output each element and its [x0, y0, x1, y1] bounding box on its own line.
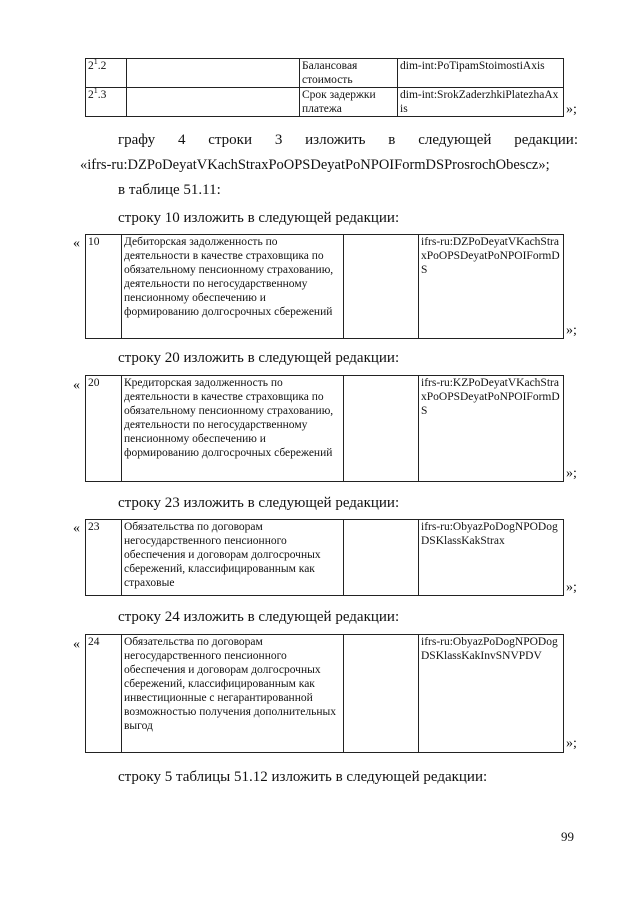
row-table	[85, 519, 564, 596]
row-code: ifrs-ru:ObyazPoDogNPODogDSKlassKakInvSNVPDV	[419, 635, 564, 753]
row-number: 23	[86, 520, 122, 596]
paragraph-grafu	[118, 131, 578, 149]
table-row	[86, 376, 564, 482]
empty-cell	[344, 235, 419, 339]
row-table	[85, 375, 564, 482]
row-code: ifrs-ru:DZPoDeyatVKachStraxPoOPSDeyatPoNPOIFormDS	[419, 235, 564, 339]
row-name: Балансовая стоимость	[300, 59, 398, 88]
section-heading: строку 23 изложить в следующей редакции:	[118, 495, 400, 511]
row-number: 20	[86, 376, 122, 482]
section-heading: строку 20 изложить в следующей редакции:	[118, 350, 400, 366]
row-number: $2^1.2$	[86, 59, 127, 88]
table-row	[86, 88, 564, 117]
row-name: Срок задержки платежа	[300, 88, 398, 117]
empty-cell	[127, 88, 300, 117]
table-row	[86, 235, 564, 339]
row-code: ifrs-ru:KZPoDeyatVKachStraxPoOPSDeyatPoNPOIFormDS	[419, 376, 564, 482]
open-quote: «	[73, 378, 80, 393]
row-code: ifrs-ru:ObyazPoDogNPODogDSKlassKakStrax	[419, 520, 564, 596]
word: графу	[118, 132, 156, 148]
row-text: Обязательства по договорам негосударственного пенсионного обеспечения и договорам долгосрочных сбережений, классифицированным как страховые	[122, 520, 344, 596]
word: 4	[177, 132, 186, 148]
table-row	[86, 59, 564, 88]
section-heading: строку 10 изложить в следующей редакции:	[118, 210, 400, 226]
closing-quote: »;	[566, 466, 577, 481]
row-code: dim-int:PoTipamStoimostiAxis	[398, 59, 564, 88]
open-quote: «	[73, 236, 80, 251]
row-number: $2^1.3$	[86, 88, 127, 117]
section-heading: строку 24 изложить в следующей редакции:	[118, 609, 400, 625]
paragraph-table-51-11: в таблице 51.11:	[118, 182, 221, 198]
empty-cell	[344, 376, 419, 482]
page-number: 99	[561, 829, 574, 844]
paragraph-code-line: «ifrs-ru:DZPoDeyatVKachStraxPoOPSDeyatPoNPOIFormDSProsrochObescz»;	[80, 157, 550, 173]
closing-quote: »;	[566, 323, 577, 338]
empty-cell	[127, 59, 300, 88]
closing-quote: »;	[566, 102, 577, 117]
open-quote: «	[73, 637, 80, 652]
row-number: 10	[86, 235, 122, 339]
table-row	[86, 635, 564, 753]
word: в	[388, 132, 396, 148]
empty-cell	[344, 520, 419, 596]
word: изложить	[305, 132, 366, 148]
row-table	[85, 234, 564, 339]
row-text: Кредиторская задолженность по деятельности в качестве страховщика по обязательному пенсионному страхованию, деятельности по негосударственному пенсионному обеспечению и формированию долгосрочных сбережений	[122, 376, 344, 482]
closing-quote: »;	[566, 580, 577, 595]
word: строки	[208, 132, 252, 148]
word: редакции:	[514, 132, 578, 148]
row-text: Обязательства по договорам негосударственного пенсионного обеспечения и договорам долгосрочных сбережений, классифицированным как инвестиционные с негарантированной возможностью получения дополнительных выгод	[122, 635, 344, 753]
word: следующей	[418, 132, 492, 148]
row-code: dim-int:SrokZaderzhkiPlatezhaAxis	[398, 88, 564, 117]
final-paragraph: строку 5 таблицы 51.12 изложить в следующей редакции:	[118, 769, 488, 785]
row-number: 24	[86, 635, 122, 753]
closing-quote: »;	[566, 736, 577, 751]
word: 3	[274, 132, 283, 148]
table-row	[86, 520, 564, 596]
row-text: Дебиторская задолженность по деятельности в качестве страховщика по обязательному пенсионному страхованию, деятельности по негосударственному пенсионному обеспечению и формированию долгосрочных сбережений	[122, 235, 344, 339]
empty-cell	[344, 635, 419, 753]
top-table	[85, 58, 564, 117]
row-table	[85, 634, 564, 753]
open-quote: «	[73, 521, 80, 536]
